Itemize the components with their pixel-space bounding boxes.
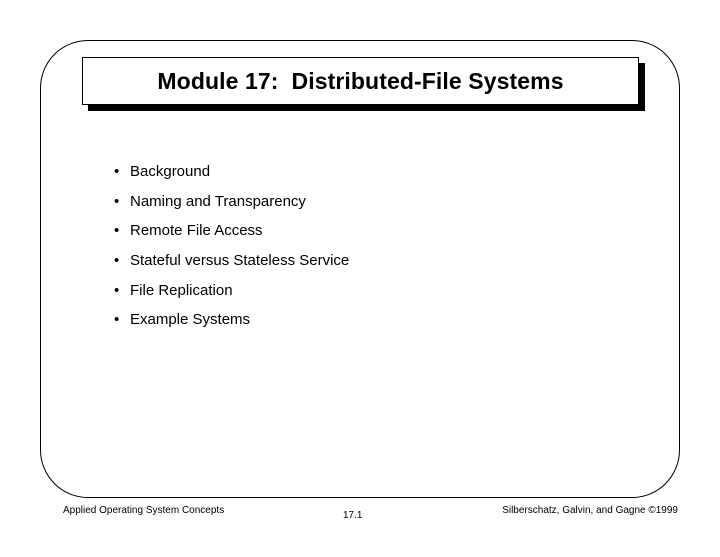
bullet-label: Stateful versus Stateless Service xyxy=(130,252,350,270)
list-item xyxy=(114,275,349,305)
bullet-icon: • xyxy=(114,281,120,299)
bullet-icon: • xyxy=(114,252,120,270)
bullet-label: Remote File Access xyxy=(130,222,263,240)
bullet-icon: • xyxy=(114,311,120,329)
footer-copyright: Silberschatz, Galvin, and Gagne ©1999 xyxy=(502,505,678,516)
bullet-icon: • xyxy=(114,163,120,181)
bullet-label: Background xyxy=(130,163,211,181)
list-item xyxy=(114,216,349,246)
list-item xyxy=(114,305,349,335)
bullet-label: File Replication xyxy=(130,281,233,299)
bullet-label: Example Systems xyxy=(130,311,251,329)
bullet-icon: • xyxy=(114,192,120,210)
slide-title: Module 17: Distributed-File Systems xyxy=(157,67,564,94)
bullet-list xyxy=(114,157,349,335)
list-item xyxy=(114,157,349,187)
bullet-icon: • xyxy=(114,222,120,240)
bullet-label: Naming and Transparency xyxy=(130,192,306,210)
list-item xyxy=(114,246,349,276)
title-box xyxy=(82,57,639,105)
footer-page-number: 17.1 xyxy=(343,510,363,521)
footer-book-title: Applied Operating System Concepts xyxy=(63,505,225,516)
list-item xyxy=(114,187,349,217)
